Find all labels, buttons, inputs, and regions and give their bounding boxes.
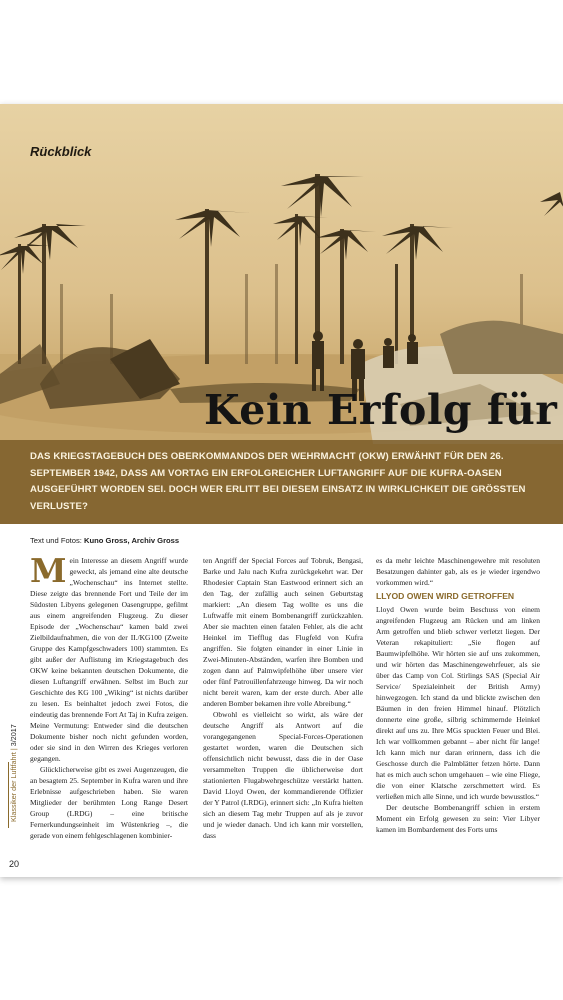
- credit-prefix: Text und Fotos:: [30, 536, 82, 545]
- page-number: 20: [9, 859, 20, 869]
- magazine-name: Klassiker der Luftfahrt: [9, 752, 18, 822]
- article-column-1: [30, 551, 188, 841]
- section-label: Rückblick: [30, 144, 92, 159]
- paragraph: Lloyd Owen wurde beim Beschuss von einem angreifenden Flugzeug am Rücken und am linken Arm getroffen und blieb schwer verletzt liegen. Der Veteran rekapituliert: „Sie flogen auf Baumwipfelhöhe. Wir hörten sie auf uns zukommen, und wir hörten das Maschinengewehrfeuer, als sie über das Camp von Col. Stirlings SAS (Special Air Service/ Spezialeinheit der British Army) hinwegzogen. Ich stand da und blickte zwischen den Bäumen in den freien Himmel hinauf. Plötzlich donnerte eine große, silbrig schimmernde Heinkel direkt auf uns zu. Ihre MGs spuckten Feuer und Blei. Ich war vollkommen gebannt – aber nicht für lange! Ich kann mich nur daran erinnern, dass ich die Geschosse durch die Palmblätter fetzen hörte. Dann hat es mich auch schon umgehauen – wie eine Fliege, die von einer Klatsche zerschmettert wird. Es verließen mich alle Sinne, und ich wurde bewusstlos.“: [376, 605, 540, 801]
- paragraph-text: ein Interesse an diesem Angriff wurde geweckt, als jemand eine alte deutsche „Wochenschau“ ins Internet stellte. Diese zeigte das brennende Fort und Teile der im Südosten Libyens gelegenen Oasengruppe, gefilmt aus einem angreifenden Flugzeug. Zu dieser Episode der „Wochenschau“ kamen bald zwei Zielbildaufnahmen, die von der II./KG100 (Zweite Gruppe des Kampfgeschwaders 100) stammten. Es gibt außer der Auflistung im Kriegstagebuch des OKW keine bekannten deutschen Dokumente, die diesen Luftangriff erwähnen. Selbst im Buch zur Geschichte des KG 100 „Wiking“ ist nichts darüber zu lesen. Es beinhaltet jedoch zwei Fotos, die eindeutig das brennende Fort At Taj in Kufra zeigen. Meine Vermutung: Entweder sind die deutschen Dokumente bisher noch nicht gefunden worden, oder sie sind in den Wirren des Krieges verloren gegangen.: [30, 556, 188, 763]
- article-column-3: [376, 555, 540, 835]
- deck-band: [0, 440, 563, 524]
- photo-credit: [30, 536, 179, 545]
- credit-names: Kuno Gross, Archiv Gross: [84, 536, 180, 545]
- paragraph: ten Angriff der Special Forces auf Tobruk, Bengasi, Barke und Jalu nach Kufra zurückgekehrt war. Der Rhodesier Captain Stan Eastwood erinnert sich an den Tag, der zufällig auch seinen Geburtstag markiert: „An diesem Tag wollte es uns die Luftwaffe mit einem Bombenangriff zurückzahlen. Aber sie machten einen fatalen Fehler, als die acht Heinkel im Tiefflug das Flugfeld von Kufra angriffen. Sie folgten einander in einer Linie in Zwei-Minuten-Abständen, warfen ihre Bomben und zogen dann auf Palmwipfelhöhe über unsere vier oder fünf Patrouillenfahrzeuge hinweg. Da wir noch nicht bereit waren, kam der erste durch. Aber alle anderen Bomber bekamen ihre volle Abreibung.“: [203, 556, 363, 708]
- subheading: LLYOD OWEN WIRD GETROFFEN: [376, 591, 515, 601]
- paragraph: Obwohl es vielleicht so wirkt, als wäre der deutsche Angriff als Antwort auf die vorangegangenen Special-Forces-Operationen gestartet worden, waren die Deutschen sich offensichtlich nicht bewusst, dass die in der Oase versammelten Truppen die üblicherweise dort stationierten Flugabwehrgeschütze verstärkt hatten. David Lloyd Owen, der kommandierende Offizier der Y Patrol (LRDG), erinnert sich: „In Kufra hielten sich an diesem Tag mehr Truppen auf als je zuvor und je wieder danach. Und ich kann mir vorstellen, dass: [203, 710, 363, 840]
- magazine-sidebar: Klassiker der Luftfahrt | 3/2017: [9, 724, 18, 822]
- paragraph: Glücklicherweise gibt es zwei Augenzeugen, die an besagtem 25. September in Kufra waren und ihre Erlebnisse aufgeschrieben haben. Sie waren Mitglieder der berühmten Long Range Desert Group (LRDG) – eine britische Fernerkundungseinheit im Wüstenkrieg –, die gerade von einem fehlgeschlagenen kombinier-: [30, 765, 188, 840]
- drop-cap: M: [30, 551, 67, 590]
- article-headline: Kein Erfolg für: [204, 386, 558, 434]
- paragraph: es da mehr leichte Maschinengewehre mit resoluten Besatzungen dahinter gab, als es je wieder irgendwo vorkommen wird.“: [376, 556, 540, 587]
- magazine-page: [0, 104, 563, 877]
- article-column-2: [203, 555, 363, 841]
- paragraph: [30, 551, 188, 764]
- deck-text: DAS KRIEGSTAGEBUCH DES OBERKOMMANDOS DER WEHRMACHT (OKW) ERWÄHNT FÜR DEN 26. SEPTEMBER 1942, DASS AM VORTAG EIN ERFOLGREICHER LUFTANGRIFF AUF DIE KUFRA-OASEN AUSGEFÜHRT WORDEN SEI. DOCH WER ERLITT BEI DIESEM EINSATZ IN WIRKLICHKEIT DIE GRÖSSTEN VERLUSTE?: [30, 451, 526, 512]
- paragraph: Der deutsche Bombenangriff schien in erstem Moment ein Erfolg gewesen zu sein: Vier Libyer kamen im Bombardement des Forts ums: [376, 803, 540, 834]
- issue-number: 3/2017: [9, 724, 18, 747]
- hero-photo: [0, 104, 563, 524]
